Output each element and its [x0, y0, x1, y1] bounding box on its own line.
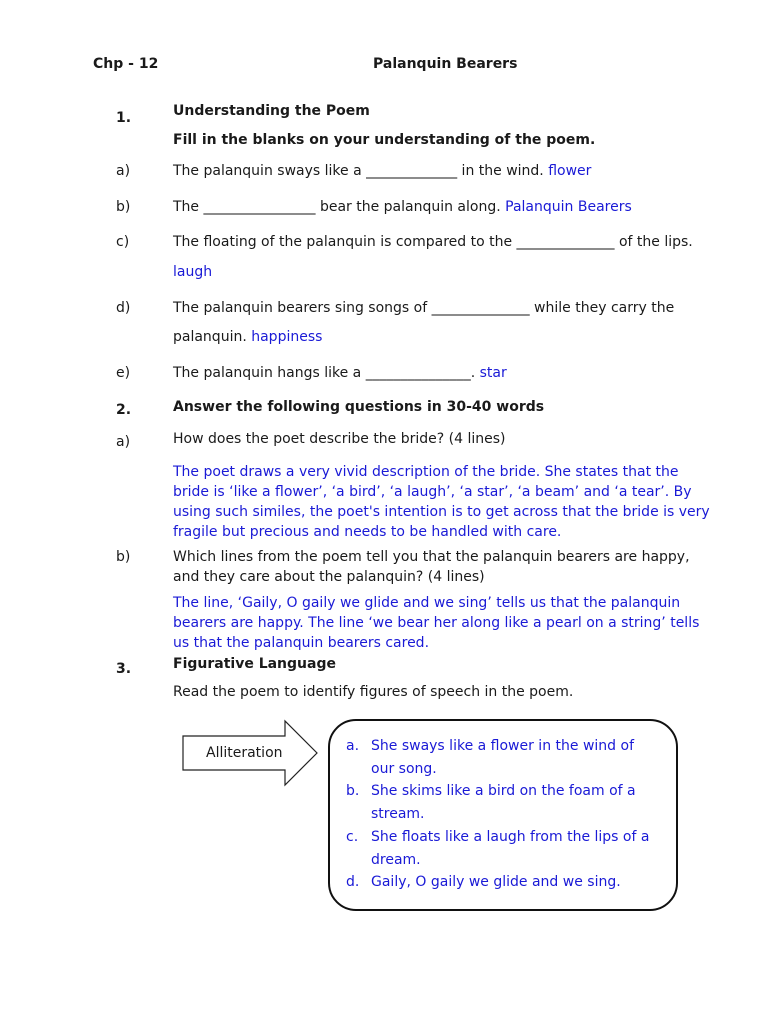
example-letter: d.: [346, 874, 360, 890]
item-c-label: c): [116, 234, 130, 250]
fill-blank-answer: flower: [548, 163, 592, 179]
fill-blank-answer: happiness: [251, 329, 323, 345]
fill-blank-item: [173, 197, 632, 217]
fill-blank-text: The palanquin sways like a _____________ in the wind.: [173, 163, 544, 179]
example-letter: c.: [346, 829, 359, 845]
fill-blank-text: The ________________ bear the palanquin along.: [173, 199, 501, 215]
question-a-answer: The poet draws a very vivid description of the bride. She states that the bride is ‘like a flower’, ‘a bird’, ‘a laugh’, ‘a star’, ‘a beam’ and ‘a tear’. By using such similes, the poet's intention is to get across that the bride is very fragile but precious and needs to be handled with care.: [173, 464, 710, 540]
item-b-label: b): [116, 199, 131, 215]
fill-blank-text: The palanquin bearers sing songs of ______________ while they carry the: [173, 300, 675, 316]
section-1-instruction: Fill in the blanks on your understanding of the poem.: [173, 132, 596, 148]
chapter-label: Chp - 12: [93, 56, 159, 72]
example-letter: b.: [346, 783, 360, 799]
section-3-number: 3.: [116, 661, 132, 677]
section-1-number: 1.: [116, 110, 132, 126]
example-text: She sways like a flower in the wind of our song.: [371, 738, 634, 777]
arrow-label: Alliteration: [206, 745, 283, 761]
section-1-heading: Understanding the Poem: [173, 103, 370, 119]
fill-blank-item: [173, 363, 507, 383]
fill-blank-item: [173, 161, 591, 181]
question-b-text: Which lines from the poem tell you that the palanquin bearers are happy, and they care about the palanquin? (4 lines): [173, 549, 690, 585]
fill-blank-item: [173, 327, 322, 347]
question-a-text: How does the poet describe the bride? (4 lines): [173, 431, 506, 447]
section-2-heading: Answer the following questions in 30-40 words: [173, 399, 545, 415]
section-3-heading: Figurative Language: [173, 656, 336, 672]
fill-blank-text: The floating of the palanquin is compared to the ______________ of the lips.: [173, 234, 693, 250]
example-letter: a.: [346, 738, 360, 754]
item-e-label: e): [116, 365, 131, 381]
fill-blank-text-cont: palanquin.: [173, 329, 247, 345]
example-text: She skims like a bird on the foam of a stream.: [371, 783, 636, 822]
fill-blank-answer: Palanquin Bearers: [505, 199, 632, 215]
example-text: She floats like a laugh from the lips of a dream.: [371, 829, 650, 868]
fill-blank-answer: star: [479, 365, 507, 381]
item-d-label: d): [116, 300, 131, 316]
fill-blank-text: The palanquin hangs like a _______________.: [173, 365, 476, 381]
question-b-answer: The line, ‘Gaily, O gaily we glide and we sing’ tells us that the palanquin bearers are happy. The line ‘we bear her along like a pearl on a string’ tells us that the palanquin bearers cared.: [173, 595, 700, 651]
question-a-label: a): [116, 434, 131, 450]
example-text: Gaily, O gaily we glide and we sing.: [371, 874, 621, 890]
section-2-number: 2.: [116, 402, 132, 418]
item-a-label: a): [116, 163, 131, 179]
fill-blank-answer: laugh: [173, 264, 213, 280]
page-title: Palanquin Bearers: [373, 56, 518, 72]
question-b-label: b): [116, 549, 131, 565]
section-3-instruction: Read the poem to identify figures of speech in the poem.: [173, 684, 574, 700]
